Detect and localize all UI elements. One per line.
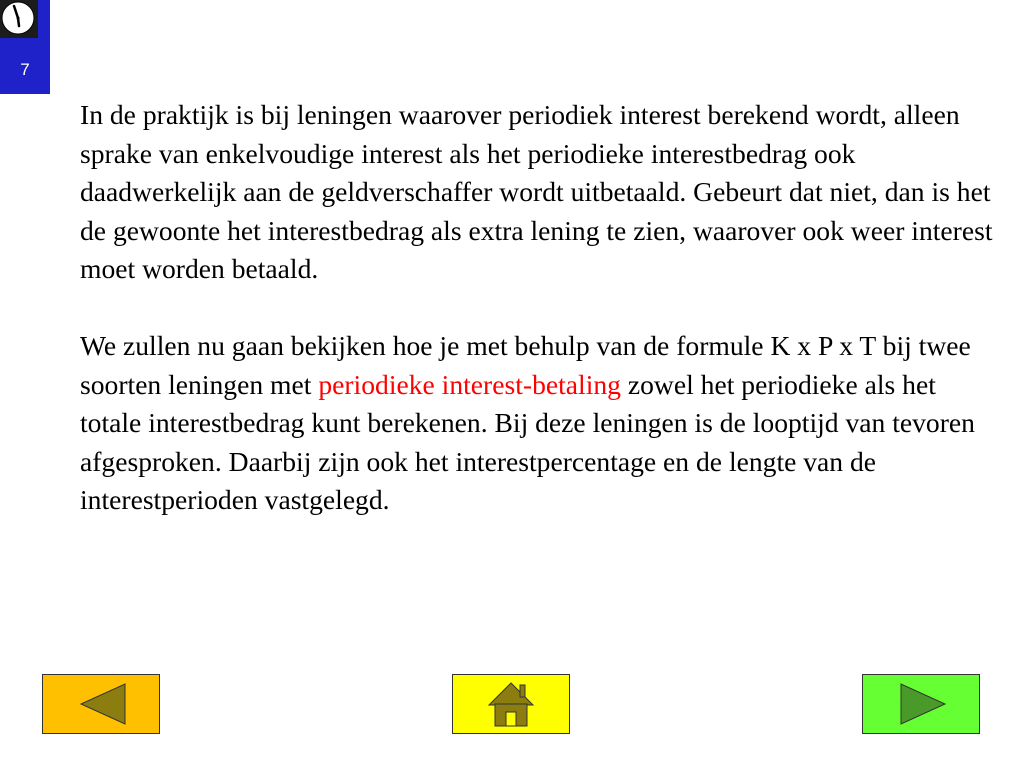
slide-number: 7 — [20, 60, 30, 79]
previous-slide-button[interactable] — [42, 674, 160, 734]
next-slide-button[interactable] — [862, 674, 980, 734]
house-icon — [453, 675, 569, 733]
paragraph-2 — [80, 327, 1000, 520]
right-triangle-icon — [863, 675, 979, 733]
paragraph-2-part-2: zowel het periodieke als het totale interestbedrag kunt berekenen. Bij deze leningen is de looptijd van tevoren afgesproken. Daarbij zijn ook het interestpercentage en de lengte van de interestperioden vastgelegd. — [80, 368, 975, 515]
highlighted-term: periodieke interest-betaling — [318, 368, 621, 400]
paragraph-1: In de praktijk is bij leningen waarover periodiek interest berekend wordt, alleen sprake van enkelvoudige interest als het periodieke interestbedrag ook daadwerkelijk aan de geldverschaffer wordt uitbetaald. Gebeurt dat niet, dan is het de gewoonte het interestbedrag als extra lening te zien, waarover ook weer interest moet worden betaald. — [80, 99, 993, 284]
slide-content — [80, 96, 1000, 520]
home-button[interactable] — [452, 674, 570, 734]
paragraph-2-part-1: We zullen nu gaan bekijken hoe je met behulp van de formule K x P x T bij twee soorten leningen met — [80, 330, 971, 400]
clock-icon — [0, 0, 38, 38]
left-triangle-icon — [43, 675, 159, 733]
slide-number-badge — [0, 0, 50, 94]
